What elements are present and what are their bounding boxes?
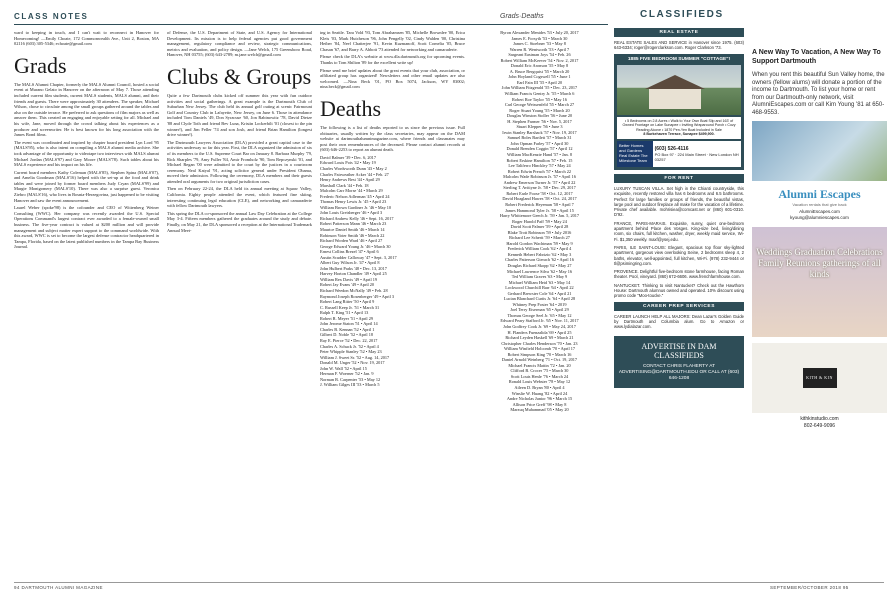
death-entry: Thomas George Seel Jr. '65 • May 12 — [507, 312, 572, 318]
death-entry: Robert Erskine Hamilton '57 • Feb. 15 — [506, 157, 573, 163]
death-entry: Richard Weedon McNally '49 • Feb. 28 — [320, 288, 388, 294]
death-entry: Byron Alexander Menides '53 • July 20, 2017 — [500, 30, 579, 35]
death-entry: Carl George Weissenfeld '55 • March 27 — [504, 102, 575, 108]
death-entry: Ernest Collins Brezel '47 • April 6 — [320, 249, 379, 255]
section-title-class-notes: CLASS NOTES — [14, 12, 89, 21]
death-entry: Robert Edwin Preach '57 • March 22 — [507, 168, 572, 174]
column3-paragraph-1: ing in Seattle. Tara Vold '93, Tom Abrahamsen '85, Michelle Brownlee '00, Erica Kleis '03, Mark Hutcheson '96, John Pengelly '02, Cindy Walden '00, Christina Heiber '84, Neel Chatterjee '91, Kevin Kuzmanoff, Scott Cornelia '05, Bruce Chasan '67, and Barry A. Abbott '73 attended for networking and camaraderie. — [320, 30, 465, 52]
death-entry: Robert Patterson Mann '46 • March 23 — [320, 221, 387, 227]
death-entry: Charles Patterson Gierach '62 • April 16 — [505, 257, 574, 263]
death-entry: Robert William McKeever '54 • Nov. 2, 2017 — [500, 57, 579, 63]
header-rule — [14, 24, 608, 25]
death-entry: John Jerome Staton '51 • April 14 — [320, 321, 378, 327]
death-entry: Charles Wordsworth Dunn '43 • May 2 — [320, 166, 387, 171]
section-title-grads-deaths: Grads·Deaths — [500, 13, 544, 20]
death-entry: Robert Frederick Heyeman '58 • April 7 — [505, 201, 574, 207]
ad-tuscan-villa: LUXURY TUSCAN VILLA. Set high in the Chianti countryside, this exquisite, recently restored villa has 6 bedrooms and 6.5 bathrooms. Perfect for large families or groups of friends, the beautiful vistas, large pool and outdoor fireplace all make for the vacation of a lifetime. Private chef available. mohrisiea@comcast.net or (860) 601-0310. D'92. — [614, 185, 744, 218]
column3-paragraph-2: Please check the DLA's website at www.dla.dartmouth.org for upcoming events. Thanks to Tom Shilton '89 for the excellent write up! — [320, 54, 465, 65]
house-photo — [617, 65, 741, 115]
footer-rule — [14, 582, 884, 583]
death-entry: Malcolm Carr Morse '44 • March 29 — [320, 188, 383, 194]
death-entry: Frederick William Cook '62 • April 4 — [507, 246, 572, 252]
death-entry: Richard Leyden Haskell '69 • March 21 — [505, 335, 574, 341]
grads-paragraph-2: The event was coordinated and inspired by chapter board president Lyn Lord '95 (MALS'95), who is also intent on compiling a MALS alumni media archive. She took advantage of the opportunity to videotape two interviews with MALS alumni Michael Jordan (MALS'97) and Gary Moore (MALS'78). Such tables about his MALS experience and his impact on his life. — [14, 139, 159, 168]
kith-kin-url[interactable]: kithkinstudio.com — [800, 416, 839, 422]
death-entry: James C. Stoebner '53 • May 8 — [513, 41, 566, 47]
death-entry: Robert Roe Taylor '55 • May 16 — [512, 96, 567, 102]
death-entry: Henry Andrews Best '44 • April 29 — [320, 177, 380, 183]
death-entry: Robert Jay Evans '49 • April 20 — [320, 282, 375, 288]
death-entry: Andre Nicholas Junior '96 • March 15 — [506, 396, 573, 402]
death-entry: Clifford B. Crocer '75 • March 30 — [510, 368, 569, 374]
death-entry: Lee Taliferro Hinckley '57 • May 24 — [508, 163, 571, 169]
death-entry: Blake Trott Robinson '59 • July 2016 — [507, 229, 572, 235]
death-entry: Frederic Nelson Adlerman '45 • April 24 — [320, 193, 390, 199]
advertise-box[interactable] — [614, 336, 744, 388]
death-entry: Stuart Klepper '56 • June 3 — [516, 124, 563, 130]
advertise-headline: ADVERTISE IN DAM CLASSIFIEDS — [641, 341, 717, 360]
for-rent-header: FOR RENT — [614, 174, 744, 183]
section-title-classifieds: CLASSIFIEDS — [640, 9, 724, 20]
death-entry: Charles B. Kennan '52 • April 1 — [320, 326, 375, 332]
death-entry: Edward Peary Stafford Jr. '65 • Nov. 11, 2017 — [500, 318, 579, 324]
death-entry: Raymond Joseph Rosenberger '49 • April 3 — [320, 293, 395, 299]
agency-contact — [617, 141, 741, 167]
death-entry: John Opman Farley '57 • April 30 — [510, 140, 569, 146]
death-entry: David Balmer '39 • Dec. 6, 2017 — [320, 154, 376, 160]
advertise-contact: CONTACT CHRIS FLAHERTY AT ADVERTISING@DARTMOUTH.EDU OR CALL AT (603) 646-1208 — [618, 363, 740, 381]
death-entry: John William Fitzgerald '55 • Dec. 23, 2017 — [501, 85, 578, 91]
death-entry: William Rex Davis '49 • April 19 — [320, 276, 378, 282]
deaths-list-2 — [472, 30, 607, 413]
agency-contact-text: (603) 526-4116 PO Box 97 · 224 Main Street · New London NH 03257 — [654, 145, 739, 162]
death-entry: Maurice Daniel Smith '46 • March 14 — [320, 227, 385, 233]
clubs-heading: Clubs & Groups — [167, 63, 312, 89]
death-entry: Whitney Prep Foster '64 • 2019 — [512, 301, 567, 307]
death-entry: Richard Worden Ward '46 • April 27 — [320, 238, 383, 244]
ad-nantucket: NANTUCKET. Thinking to visit Nantucket? Check out the Hawthorn House: Dartmouth alumnus owned and operated. 10% discount using promo code "Moo-toucke." — [614, 282, 744, 299]
death-entry: William Brown Gardiner Jr. '46 • May 10 — [320, 204, 392, 210]
death-entry: Albert Guy Wilson Jr. '47 • April 8 — [320, 260, 380, 266]
wedding-ad: Weddings Graduation Celebrations Family Reunions gatherings of all kinds — [752, 227, 887, 337]
clubs-paragraph-4: This spring the DLA co-sponsored the annual Law Day Celebration at the College May 3-4. Fifteen members gathered the graduates around the study and debate. Finally, on May 21, the DLA sponsored a reception at the International Trademark Annual Meet- — [167, 210, 312, 233]
death-entry: Thomas Henry Lewis Jr. '45 • April 23 — [320, 199, 387, 205]
death-entry: William MacKenzie Hand '57 • Jan. 8 — [507, 152, 572, 158]
death-entry: William Winfield Holcomb '70 • April 17 — [503, 346, 576, 352]
death-entry: Michael Francis Mattin '72 • Jan. 20 — [508, 362, 571, 368]
clubs-paragraph-1: Quite a few Dartmouth clubs kicked off summer this year with fun outdoor activities and social gatherings. A great example is the Dartmouth Club of Suburban New Jersey. The club held its annual golf outing at scenic Fairmount Golf and Country Club in Lafayette, New Jersey, on June 6. Those in attendance included Tom Daniels '49, Don Syracuse '60, Jon Rabinowitz '78, David Dietze '88 and Clyde Toth and friend Bev Luna, Kristin Lockerbilt '01 (closest to the pin winner!), and Jim Feller '74 and son Josh, and friend Brian Hamilton (longest drive winner!). — [167, 92, 312, 138]
death-entry: Robinson Voter Smith '46 • March 22 — [320, 232, 385, 238]
death-entry: Lockwood Churchill Barr '64 • April 22 — [505, 285, 574, 291]
column-1 — [14, 30, 159, 582]
death-entry: Richard Andrew Kelly '46 • Sept. 16, 2017 — [320, 215, 394, 221]
death-entry: Donald Eric Aronson '55 • May 8 — [510, 63, 569, 69]
death-entry: Michael Lawrence Silva '62 • May 16 — [506, 268, 573, 274]
death-entry: John Louis Greisberger '46 • April 3 — [320, 210, 383, 216]
ad-career-launch: CAREER LAUNCH HELP ALL MAJORS: Dean Lazar's Golden Guide by Dartmouth and Columbia alum. Go to Amazon or www.lydialazar.com. — [614, 313, 744, 330]
alumni-escapes-email[interactable]: kyoung@alumniescapes.com — [790, 215, 849, 220]
sidebar-ads — [752, 28, 887, 584]
kith-kin-contact — [752, 416, 887, 430]
death-entry: Joel Terry Eiserman '65 • April 29 — [510, 307, 569, 313]
death-entry: Lucian Blanchard Curtis Jr. '64 • April 28 — [503, 296, 576, 302]
death-entry: C. Russell Keep Jr. '51 • March 31 — [320, 304, 380, 310]
real-estate-ad: REAL ESTATE SALES AND SERVICE in Hanover since 1975. (603) 643-6334; roger@rogerclarkson.com. Roger Clarkson '73. — [614, 40, 744, 51]
death-entry: Charles A. Schuck Jr. '52 • April 4 — [320, 343, 379, 349]
death-entry: Kenneth Hebert Fabrizio '62 • May 3 — [507, 251, 572, 257]
death-entry: Norman R. Carpenter '53 • May 12 — [320, 376, 381, 382]
agency-logo: Better Homes and Gardens Real Estate The Milestone Team — [617, 141, 653, 167]
death-entry: H. Stephen Farmer '56 • Nov. 5, 2017 — [507, 118, 572, 124]
death-entry: Donald Brenden Coggin '57 • April 12 — [506, 146, 573, 152]
grads-paragraph-3: Current board members Kathy Coleman (MALS'85), Stephen Spina (MALS'07), and Amelia Goodman (MALS'16) helped with the set-up at the food and drink tables and were joined by former board members Judy Cryan (MALS'99) and Margie Montgomery (MALS'10). There was also a surprise guest. Veronica Ziebro (MALS'16), who lives in Bosnia-Herzegovina, just happened to be visiting Hanover and saw the event announcement. — [14, 169, 159, 203]
alumni-escapes-url[interactable]: AlumniEscapes.com — [799, 209, 840, 214]
death-entry: Daniel Arnold Weinberg '71 • Oct. 19, 2017 — [501, 357, 578, 363]
alumni-escapes-logo: Alumni Escapes — [778, 187, 861, 201]
death-entry: Ted William Graves '63 • May 9 — [511, 274, 568, 280]
footer-right: SEPTEMBER/OCTOBER 2018 95 — [770, 585, 849, 590]
death-entry: Earl Fain III '55 • April 20 — [516, 79, 563, 85]
death-entry: Peter Whipple Stanley '52 • May 23 — [320, 349, 382, 355]
intro-paragraph: ward to keeping in touch, and I can't wait to reconnect in Hanover for Homecoming! —Emily Choate, 172 Commonwealth Ave., Unit 2, Boston, MA 02116 (603) 305-5346; echoate@gmail.com — [14, 30, 159, 47]
death-entry: Herman F. Woerner '52 • Jan. 9 — [320, 371, 374, 377]
death-entry: Marshall Clark '44 • Feb. 18 — [320, 182, 369, 188]
death-entry: Roger Harold Paff '59 • May 24 — [512, 218, 567, 224]
column-2 — [167, 30, 312, 582]
death-entry: Gilbert D. Noble '52 • April 18 — [320, 332, 373, 338]
death-entry: John Hulbert Parks '48 • Dec. 13, 2017 — [320, 265, 387, 271]
ad-paris-marais: FRANCE, PARIS-MARAIS. Exquisite, sunny, quiet one-bedroom apartment behind Place des Vosges. King-size bed, living/dining room, six chairs, full kitchen, washer, dryer, weekly maid service, Wi-Fi. $1,350 weekly. maxf@ysej.edu. — [614, 220, 744, 242]
death-entry: David Hoagland Hawes '58 • Oct. 24, 2017 — [502, 196, 577, 202]
column-3 — [320, 30, 465, 582]
death-entry: Irwin Stanley Barshack '57 • Nov. 19, 2017 — [502, 129, 577, 135]
death-entry: Samuel Boles Bartlett '57 • March 31 — [507, 135, 572, 141]
sidebar-body: When you rent this beautiful Sun Valley home, the owners (fellow alums) will donate a portion of the income to Dartmouth. To list your home or rent from our Dartmouth-only network, visit AlumniEscapes.com or call Kim Young '81 at 650-468-9553. — [752, 72, 885, 116]
death-entry: Sterling T. Avitiyne Jr. '58 • Dec. 29, 2017 — [503, 185, 576, 191]
classifieds-column — [614, 28, 744, 584]
death-entry: Richard Lee Schertt '59 • March 27 — [509, 235, 570, 241]
clubs-paragraph-2: The Dartmouth Lawyers Association (DLA) provided a great capital case to the activities underway so far this year. First, the DLA organized the admission of six of its members to the U.S. Supreme Court Bar on January 8. Barbara Murphy '79, Rick Sharples '79, Amy Fuller '84, Amir Fromholz '90, Tom Repczynski '01, and Michael Regan '00 were admitted to the court by the justices in a courtroom ceremony. Neal Katyal '91, acting solicitor general under President Obama, moved their admission. Following the ceremony, DLA members and their guests attended oral arguments for two original jurisdiction cases. — [167, 139, 312, 184]
ad-paris-ile-st-louis: PARIS, ILE SAINT-LOUIS: Elegant, spacious top floor sky-lighted apartment, gorgeous view overlooking Seine, 2 bedrooms sleep 4, 2 baths, elevator, well-appointed, full kitchen, Wi-Fi. (978) 232-9444 or tl@psimingring.com. — [614, 244, 744, 266]
death-entry: Marzuq Muhammad '05 • May 20 — [510, 407, 569, 413]
grads-paragraph-4: Laurel Weber (spoke'98) is the cofounder and CEO of Wittenberg Weiner Consulting (WWC). Her company was recently awarded the U.S. Special Operations Command's largest contract ever awarded to a female-owned small business. The five-year contract is valued at $200 million and will provide management and subject matter expert support to the command worldwide. With this award, WWC is set to become the largest defense contractor headquartered in Tampa, Florida, based on the latest published numbers in the Tampa Bay Business Journal. — [14, 205, 159, 250]
death-entry: Gerhard Brewster Cole '64 • April 21 — [507, 290, 572, 296]
death-entry: David Scott Palmer '59 • April 28 — [510, 224, 569, 230]
real-estate-header: REAL ESTATE — [614, 28, 744, 37]
death-entry: Warren R. Wentworth '53 • April 7 — [509, 46, 570, 52]
death-entry: Allison Price Greff '98 • May 8 — [512, 401, 567, 407]
death-entry: Austin Scudder Calloway '47 • Sept. 3, 2017 — [320, 254, 397, 260]
kith-kin-logo: KITH & KIN — [803, 368, 837, 388]
death-entry: Ray E. Pierce '52 • Dec. 22, 2017 — [320, 337, 378, 343]
deaths-heading: Deaths — [320, 95, 382, 121]
death-entry: Douglas Richard Skopp '62 • May 27 — [507, 262, 572, 268]
death-entry: Aileen D. Bryan '80 • April 4 — [514, 385, 565, 390]
death-entry: John Hoyland Cogswell '55 • June 1 — [508, 74, 571, 80]
alumni-escapes-tagline: Vacation rentals that give back — [792, 202, 847, 207]
death-entry: James Hammond Tyler Jr. '58 • April 15 — [505, 207, 574, 213]
column-4 — [472, 30, 607, 582]
death-entry: Roger Stuart Young '55 • March 20 — [509, 107, 570, 113]
death-entry: H. Flanders Fuenzalida '69 • April 25 — [507, 329, 572, 335]
deaths-list-1 — [320, 155, 465, 388]
death-entry: Donald M. Unger '52 • Nov. 19, 2017 — [320, 360, 385, 366]
death-entry: William Francis Gentry Jr. '55 • March 6 — [504, 91, 575, 97]
death-entry: Charles Fairweather Acker '44 • Feb. 27 — [320, 171, 389, 177]
death-entry: William J. Sweet Sr. '52 • Aug. 14, 2017 — [320, 354, 390, 360]
sidebar-headline: A New Way To Vacation, A New Way To Support Dartmouth — [752, 49, 881, 65]
death-entry: James E. Forsyth '53 • March 30 — [511, 35, 568, 41]
house-features: • 5 Bedrooms on 2.8 Acres • Walk to Your Own Boat Slip and 163' of Owned Frontage on Lake Sunapee • Inviting Wraparound Porch • Cozy Reading Alcove • 1870 Pen-Yen Boat Included in Sale 8 Burkehaven Terrace, Sunapee $499,900. — [617, 117, 741, 139]
deaths-intro: The following is a list of deaths reported to us since the previous issue. Full obituaries, usually written by the class secretaries, may appear on the DAM website at dartmouthalumnimagazine.com, where friends and classmates may post their own remembrances of the deceased. Please contact alumni records at (603) 646-2253 to report an alumni death. — [320, 124, 465, 153]
grads-heading: Grads — [14, 52, 67, 78]
death-entry: Sargeant Eastman Joys '54 • Feb. 26 — [508, 52, 571, 58]
ad-provence: PROVENCE. Delightful five-bedroom stone farmhouse, facing Roman theater. Pool, vineyard. (860) 672-6606. www.frenchfarmhouse.com. — [614, 269, 744, 280]
death-entry: John W. Wall '52 • April 15 — [320, 365, 367, 371]
death-entry: Winslie W. Huang '82 • April 24 — [511, 390, 568, 396]
death-entry: Scott Louis Henle '76 • March 24 — [510, 373, 569, 379]
death-entry: J. William Gilges III '53 • March 5 — [320, 382, 380, 388]
kith-kin-phone: 802-649-9096 — [803, 423, 836, 429]
death-entry: A. Bruce Bergquist '55 • March 20 — [509, 68, 570, 74]
column2-paragraph-1: of Defense, the U.S. Department of State, and U.S. Agency for International Development. Its mission is to help federal agencies put good government management, regulatory compliance and review, strategic communications, metrics and evaluation, and policy design. —Jane Welch, 175 Greensboro Road, Hanover, NH 03755; (603) 643-2789; m.jane.welch@gmail.com — [167, 30, 312, 58]
house-ad-title: 1885 FIVE BEDROOM SUMMER "COTTAGE"! — [627, 56, 731, 62]
death-entry: Robert Lang Ritter '50 • April 9 — [320, 299, 375, 305]
clubs-paragraph-3: Then on February 22-24, the DLA held its annual meeting at Squaw Valley, California. Eighty people attended the event, which featured fine skiing, interesting continuing legal education (CLE), and networking and camaraderie with fellow Dartmouth lawyers. — [167, 186, 312, 209]
house-ad[interactable] — [614, 54, 744, 170]
death-entry: Harold Gordon Wachtman '59 • May 9 — [506, 240, 573, 246]
death-entry: Christopher Charles Henderson '70 • Jan. 23 — [501, 340, 578, 346]
death-entry: Ronald Louis Webster '78 • May 12 — [508, 379, 571, 385]
sun-valley-photo — [752, 121, 887, 181]
death-entry: Robert Earle Foose '58 • Oct. 12, 2017 — [506, 190, 573, 196]
alumni-escapes-contacts — [752, 209, 887, 221]
death-entry: Robert R. Meyer '51 • April 29 — [320, 315, 373, 321]
column3-paragraph-3: Please send me brief updates about the great events that your club, association, or affiliated group has organized! Newsletters and other email updates are also welcomed. —Nina Beck '01, PO Box 5074, Jackson, WY 83002; nina.beck@gmail.com — [320, 67, 465, 90]
death-entry: Edward Louis Pois '42 • May 19 — [320, 160, 376, 166]
death-entry: Ralph T. King '51 • April 13 — [320, 310, 369, 316]
death-entry: Douglas Winston Stoller '56 • June 20 — [506, 113, 573, 119]
grads-paragraph-1: The MALS Alumni Chapter, formerly the MALS Alumni Council, hosted a social event at Murano Gelato in Hanover on the afternoon of May 7. Those attending included current film students, current MALS students, MALS alumni, and their friends and guests. There were approximately 30 attendees. The speaker, Michael Wilson, chose to circulate among the small groups gathered around the tables and also on the outside terrace. He preferred to ask questions of film majors as well as answer them. This created an engaging and enjoyable setting for all. Michael and his wife, Jane, moved through the crowd talking about his experiences as a producer and screenwriter. He is best known for his long association with the James Bond films. — [14, 81, 159, 138]
death-entry: John Godfrey Cook Jr. '69 • May 24, 2017 — [503, 323, 576, 329]
death-entry: Harry Whittemore Geech Jr. '59 • Jan. 5, 2017 — [499, 213, 580, 219]
death-entry: Malcolm Wade Robinson Jr. '57 • April 16 — [503, 174, 576, 180]
career-prep-header: CAREER PREP SERVICES — [614, 302, 744, 311]
death-entry: Harvey Horton Chandler '49 • April 25 — [320, 271, 387, 277]
death-entry: Michael William Heid '63 • May 14 — [508, 279, 571, 285]
footer-left: 94 DARTMOUTH ALUMNI MAGAZINE — [14, 585, 103, 590]
death-entry: George Edward Young Jr. '46 • March 30 — [320, 243, 391, 249]
death-entry: Robert Simpson King '70 • March 16 — [507, 351, 572, 357]
death-entry: Andrew Emerson Turner Jr. '57 • April 22 — [503, 179, 576, 185]
kith-kin-ad — [752, 343, 887, 413]
